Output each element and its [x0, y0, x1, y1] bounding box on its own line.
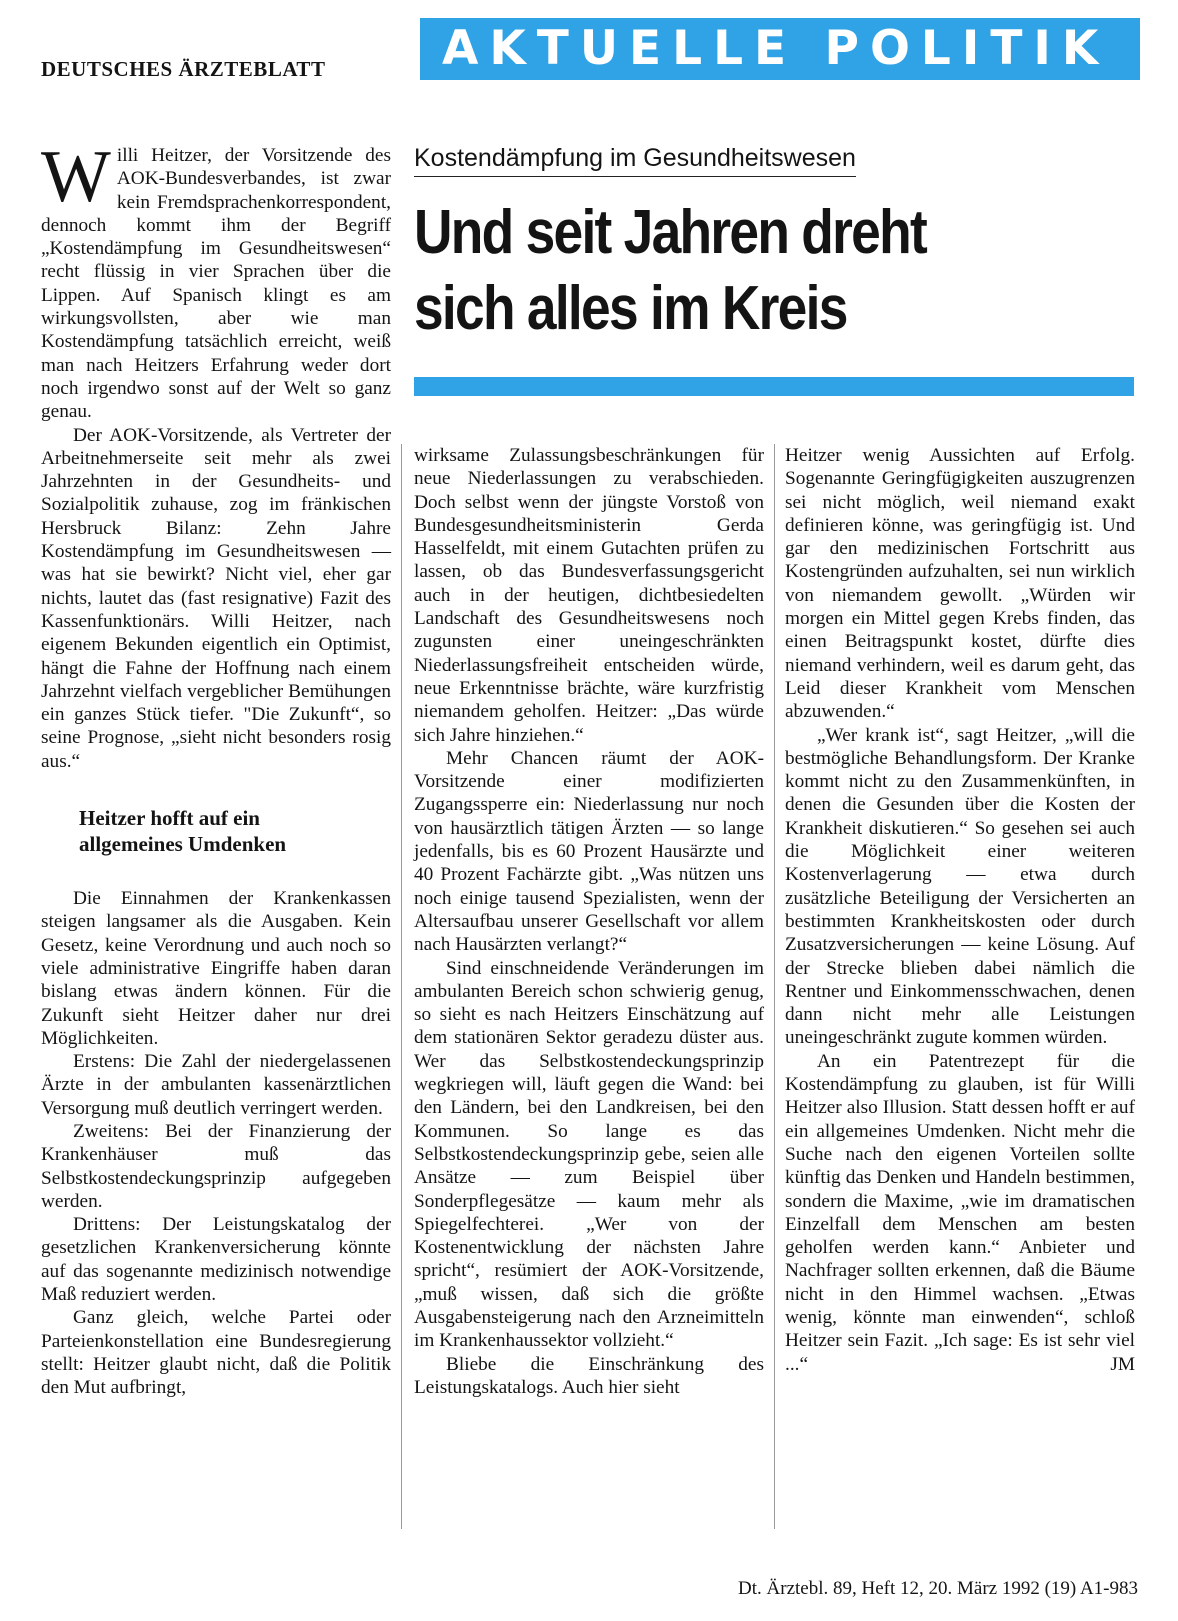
paragraph: illi Heitzer, der Vorsitzende des AOK-Bundesverbandes, ist zwar kein Fremdsprachenkorrespondent, dennoch kommt ihm der Begriff „Kostendämpfung im Gesundheitswesen“ recht flüssig in vier Sprachen über die Lippen. Auf Spanisch klingt es am wirkungsvollsten, aber wie man Kostendämpfung tatsächlich erreicht, weiß man nach Heitzers Erfahrung weder dort noch irgendwo sonst auf der Welt so ganz genau.	[41, 145, 391, 423]
drop-cap: W	[41, 136, 111, 218]
paragraph: Heitzer wenig Aussichten auf Erfolg. Sogenannte Geringfügigkeiten auszugrenzen sei nicht möglich, weil niemand exakt definieren könne, was geringfügig ist. Und gar den medizinischen Fortschritt aus Kostengründen aufzuhalten, sei nun wirklich von niemandem gewollt. „Würden wir morgen ein Mittel gegen Krebs finden, das einen Beitragspunkt kostet, dürfte dies niemand verhindern, weil es darum geht, das Leid dieser Krankheit vom Menschen abzuwenden.“	[785, 445, 1135, 723]
headline-line-1: Und seit Jahren dreht	[414, 198, 927, 267]
paragraph: Sind einschneidende Veränderungen im ambulanten Bereich schon schwierig genug, so sieht es nach Heitzers Einschätzung auf dem stationären Sektor geradezu düster aus. Wer das Selbstkostendeckungsprinzip wegkriegen will, läuft gegen die Wand: bei den Ländern, bei den Landkreisen, bei den Kommunen. So lange es das Selbstkostendeckungsprinzip gebe, seien alle Ansätze — zum Beispiel über Sonderpflegesätze — kaum mehr als Spiegelfechterei. „Wer von der Kostenentwicklung der nächsten Jahre spricht“, resümiert der AOK-Vorsitzende, „muß wissen, daß sich die größte Ausgabensteigerung nach den Arzneimitteln im Krankenhaussektor vollzieht.“	[414, 957, 764, 1352]
accent-bar	[414, 377, 1134, 396]
headline-line-2: sich alles im Kreis	[414, 274, 847, 343]
article-headline	[414, 195, 1033, 347]
paragraph: wirksame Zulassungsbeschränkungen für neue Niederlassungen zu verabschieden. Doch selbst wenn der jüngste Vorstoß von Bundesgesundheitsministerin Gerda Hasselfeldt, mit einem Gutachten prüfen zu lassen, ob das Bundesverfassungsgericht auch in der heutigen, dichtbesiedelten Landschaft des Gesundheitswesens noch zugunsten einer uneingeschränkten Niederlassungsfreiheit entscheiden würde, neue Erkenntnisse brächte, wäre kurzfristig niemandem geholfen. Heitzer: „Das würde sich Jahre hinziehen.“	[414, 445, 764, 746]
column-3	[785, 444, 1135, 1376]
page-footer: Dt. Ärztebl. 89, Heft 12, 20. März 1992 (19) A1-983	[738, 1578, 1138, 1599]
section-banner	[420, 18, 1140, 80]
column-2	[414, 444, 764, 1399]
paragraph: Zweitens: Bei der Finanzierung der Krankenhäuser muß das Selbstkostendeckungsprinzip aufgegeben werden.	[41, 1120, 391, 1212]
column-1	[41, 136, 391, 1400]
paragraph: Drittens: Der Leistungskatalog der gesetzlichen Krankenversicherung könnte auf das sogenannte medizinisch notwendige Maß reduziert werden.	[41, 1214, 391, 1306]
paragraph-text: An ein Patentrezept für die Kostendämpfung zu glauben, ist für Willi Heitzer also Illusion. Statt dessen hofft er auf ein allgemeines Umdenken. Nicht mehr die Suche nach den eigenen Vorteilen sollte künftig das Denken und Handeln bestimmen, sondern die Maxime, „wie im dramatischen Einzelfall dem Menschen am besten geholfen werden kann.“ Anbieter und Nachfrager sollten erkennen, daß die Bäume nicht in den Himmel wachsen. „Etwas wenig, könnte man einwenden“, schloß Heitzer sein Fazit. „Ich sage: Es ist sehr viel ...“	[785, 1050, 1135, 1375]
paragraph: Die Einnahmen der Krankenkassen steigen langsamer als die Ausgaben. Kein Gesetz, keine Verordnung und auch noch so viele administrative Eingriffe haben daran bislang etwas ändern können. Für die Zukunft sieht Heitzer daher nur drei Möglichkeiten.	[41, 888, 391, 1049]
subheading	[79, 805, 391, 857]
column-divider	[401, 444, 402, 1529]
paragraph: „Wer krank ist“, sagt Heitzer, „will die bestmögliche Behandlungsform. Der Kranke kommt nicht zu den Zusammenkünften, in denen die Gesunden über die Kosten der Krankheit diskutieren.“ So gesehen sei auch die Möglichkeit einer weiteren Kostenverlagerung — etwa durch zusätzliche Beteiligung der Versicherten an bestimmten Krankheitskosten oder durch Zusatzversicherungen — keine Lösung. Auf der Strecke blieben dabei nämlich die Rentner und Einkommensschwachen, denen dann nicht mehr alle Leistungen uneingeschränkt zugute kommen würden.	[785, 724, 1135, 1049]
author-signature: JM	[1110, 1353, 1135, 1375]
masthead: DEUTSCHES ÄRZTEBLATT	[41, 57, 326, 81]
paragraph	[785, 1050, 1135, 1376]
paragraph: Ganz gleich, welche Partei oder Parteienkonstellation eine Bundesregierung stellt: Heitzer glaubt nicht, daß die Politik den Mut aufbringt,	[41, 1307, 391, 1399]
paragraph: Bliebe die Einschränkung des Leistungskatalogs. Auch hier sieht	[414, 1353, 764, 1398]
paragraph: Mehr Chancen räumt der AOK-Vorsitzende einer modifizierten Zugangssperre ein: Niederlassung nur noch von hausärztlich tätigen Ärzten — so lange jedenfalls, bis es 60 Prozent Hausärzte und 40 Prozent Fachärzte gibt. „Was nützen uns noch einige tausend Spezialisten, wenn der Altersaufbau unserer Gesellschaft vor allem nach Hausärzten verlangt?“	[414, 747, 764, 956]
section-title: AKTUELLE POLITIK	[442, 21, 1110, 76]
subheading-line-1: Heitzer hofft auf ein	[79, 806, 260, 831]
column-divider	[774, 444, 775, 1529]
article-kicker: Kostendämpfung im Gesundheitswesen	[414, 143, 856, 177]
subheading-line-2: allgemeines Umdenken	[79, 832, 287, 857]
paragraph: Der AOK-Vorsitzende, als Vertreter der Arbeitnehmerseite seit mehr als zwei Jahrzehnten in der Gesundheits- und Sozialpolitik zuhause, zog im fränkischen Hersbruck Bilanz: Zehn Jahre Kostendämpfung im Gesundheitswesen — was hat sie bewirkt? Nicht viel, eher gar nichts, lautet das (fast resignative) Fazit des Kassenfunktionärs. Willi Heitzer, nach eigenem Bekunden eigentlich ein Optimist, hängt die Fahne der Hoffnung nach einem Jahrzehnt vielfach vergeblicher Bemühungen ein ganzes Stück tiefer. "Die Zukunft“, so seine Prognose, „sieht nicht besonders rosig aus.“	[41, 424, 391, 772]
paragraph: Erstens: Die Zahl der niedergelassenen Ärzte in der ambulanten kassenärztlichen Versorgung muß deutlich verringert werden.	[41, 1051, 391, 1119]
